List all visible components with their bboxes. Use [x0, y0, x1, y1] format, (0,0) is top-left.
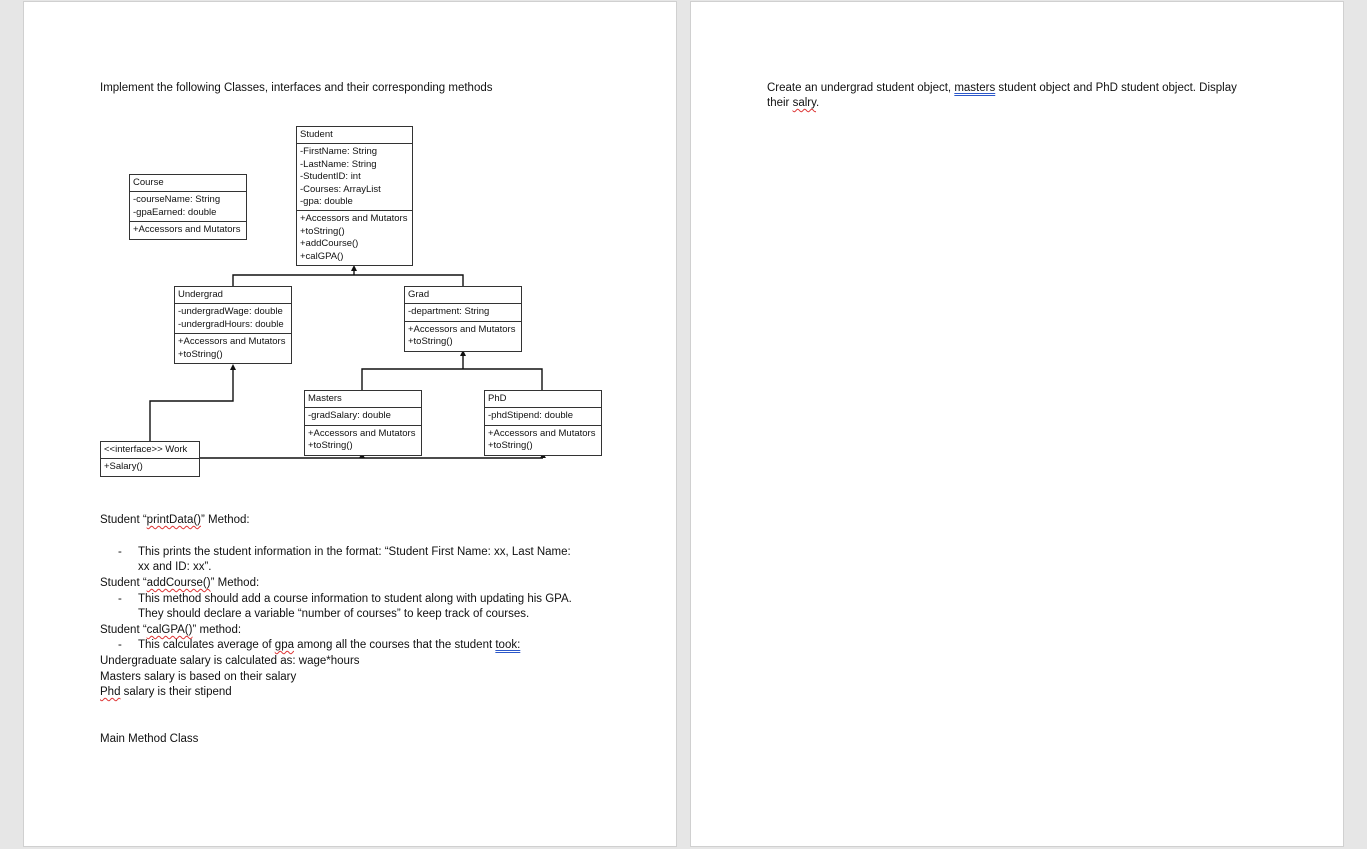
attribute: -courseName: String [133, 194, 221, 206]
calgpa-heading: Student “calGPA()” method: [100, 624, 242, 636]
method: +toString() [178, 348, 223, 360]
attribute: -LastName: String [300, 158, 377, 170]
document-page-1 [23, 1, 677, 847]
class-name: PhD [488, 393, 507, 404]
bullet-dash: - [118, 546, 122, 558]
calgpa-method-name: calGPA() [146, 624, 193, 636]
method: +toString() [488, 440, 533, 452]
method: +Salary() [104, 461, 143, 473]
addcourse-method-name: addCourse() [146, 577, 211, 589]
uml-class-masters [304, 390, 422, 456]
uml-class-phd [484, 390, 602, 456]
main-method-heading: Main Method Class [100, 733, 199, 745]
method: +calGPA() [300, 250, 344, 262]
interface-name: <<interface>> Work [104, 444, 188, 455]
printdata-description-line1: This prints the student information in the format: “Student First Name: xx, Last Name: [138, 546, 571, 558]
method: +Accessors and Mutators [178, 336, 286, 348]
attribute: -gradSalary: double [308, 410, 391, 422]
uml-interface-work [100, 441, 200, 477]
class-name: Course [133, 177, 164, 188]
page-heading: Implement the following Classes, interfaces and their corresponding methods [100, 82, 493, 94]
attribute: -undergradWage: double [178, 306, 283, 318]
printdata-description-line2: xx and ID: xx”. [138, 561, 212, 573]
method: +Accessors and Mutators [408, 323, 516, 335]
took-word: took: [495, 639, 521, 651]
addcourse-description-line1: This method should add a course information to student along with updating his GPA. [138, 593, 572, 605]
calgpa-description: This calculates average of gpa among all the courses that the student took: [138, 639, 521, 651]
printdata-method-name: printData() [146, 514, 201, 526]
uml-class-undergrad [174, 286, 292, 364]
method: +toString() [408, 336, 453, 348]
method: +Accessors and Mutators [488, 427, 596, 439]
uml-class-student [296, 126, 413, 266]
method: +Accessors and Mutators [133, 224, 241, 236]
document-page-2 [690, 1, 1344, 847]
masters-word: masters [954, 82, 996, 94]
attribute: -Courses: ArrayList [300, 183, 381, 195]
phd-salary-text: Phd salary is their stipend [100, 686, 232, 698]
attribute: -FirstName: String [300, 146, 378, 158]
uml-class-course [129, 174, 247, 240]
phd-word: Phd [100, 686, 121, 698]
gpa-word: gpa [274, 639, 294, 651]
page2-line1: Create an undergrad student object, masters student object and PhD student object. Display [767, 82, 1237, 94]
undergrad-salary-text: Undergraduate salary is calculated as: wage*hours [100, 655, 360, 667]
addcourse-description-line2: They should declare a variable “number of courses” to keep track of courses. [138, 608, 530, 620]
class-name: Masters [308, 393, 342, 404]
bullet-dash: - [118, 593, 122, 605]
printdata-heading: Student “printData()” Method: [100, 514, 250, 526]
attribute: -gpaEarned: double [133, 206, 217, 218]
attribute: -phdStipend: double [488, 410, 574, 422]
method: +Accessors and Mutators [308, 427, 416, 439]
attribute: -StudentID: int [300, 171, 361, 183]
attribute: -gpa: double [300, 196, 353, 208]
class-name: Undergrad [178, 289, 223, 300]
method: +Accessors and Mutators [300, 213, 408, 225]
attribute: -department: String [408, 306, 490, 318]
attribute: -undergradHours: double [178, 318, 284, 330]
masters-salary-text: Masters salary is based on their salary [100, 671, 297, 683]
page2-line2: their salry. [767, 97, 820, 109]
addcourse-heading: Student “addCourse()” Method: [100, 577, 260, 589]
method: +addCourse() [300, 238, 359, 250]
method: +toString() [308, 440, 353, 452]
uml-class-grad [404, 286, 522, 352]
class-name: Grad [408, 289, 430, 300]
salry-word: salry [792, 97, 817, 109]
method: +toString() [300, 225, 345, 237]
bullet-dash: - [118, 639, 122, 651]
class-name: Student [300, 129, 333, 140]
